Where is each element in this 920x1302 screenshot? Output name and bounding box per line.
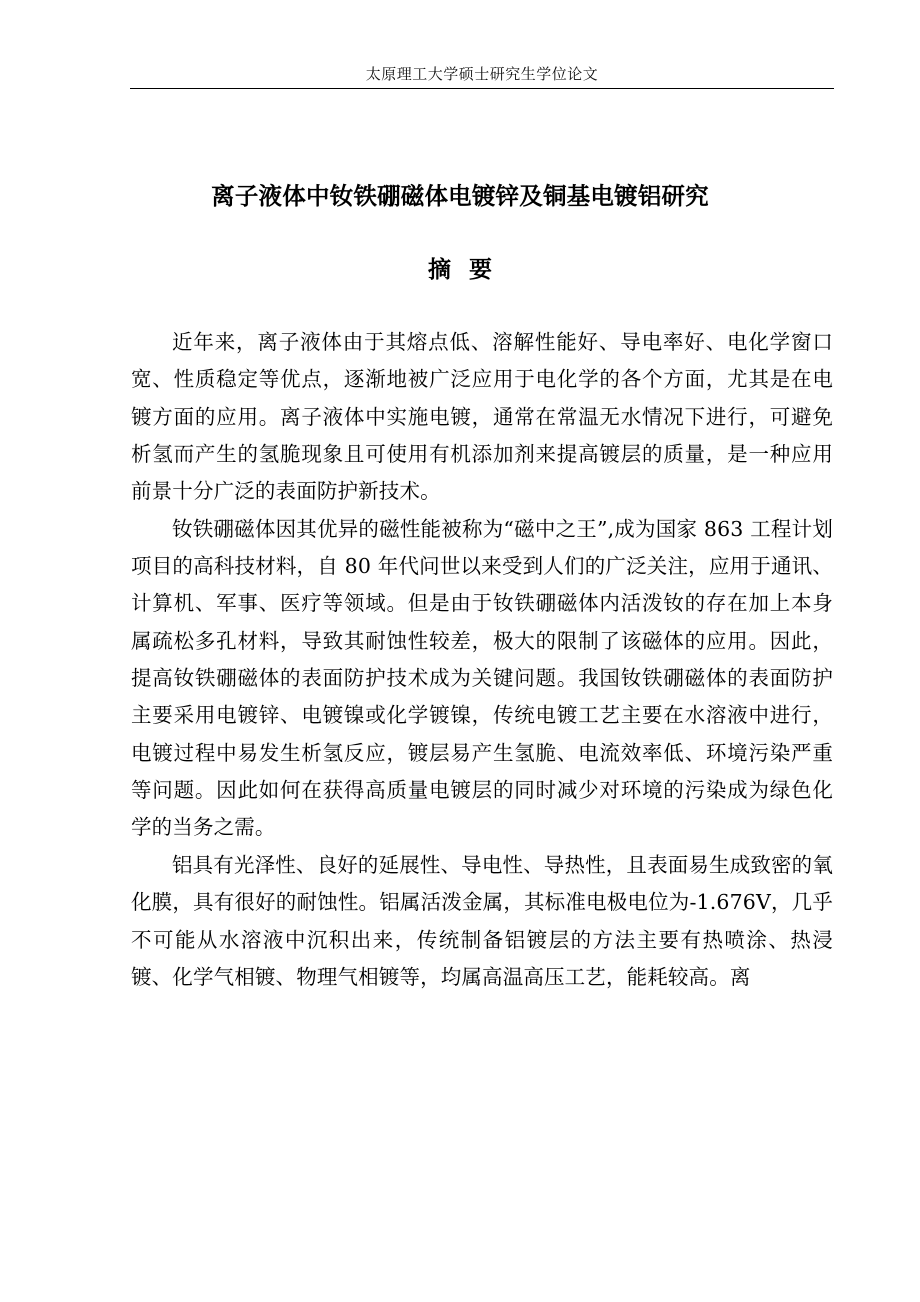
abstract-paragraph-3: 铝具有光泽性、良好的延展性、导电性、导热性，且表面易生成致密的氧化膜，具有很好的耐蚀性。铝属活泼金属，其标准电极电位为-1.676V，几乎不可能从水溶液中沉积出来，传统制备铝镀层的方法主要有热喷涂、热浸镀、化学气相镀、物理气相镀等，均属高温高压工艺，能耗较高。离 [131, 852, 833, 989]
abstract-paragraph-2: 钕铁硼磁体因其优异的磁性能被称为“磁中之王”,成为国家 863 工程计划项目的高科技材料，自 80 年代问世以来受到人们的广泛关注，应用于通讯、计算机、军事、医疗等领域。但是由于钕铁硼磁体内活泼钕的存在加上本身属疏松多孔材料，导致其耐蚀性较差，极大的限制了该磁体的应用。因此，提高钕铁硼磁体的表面防护技术成为关键问题。我国钕铁硼磁体的表面防护主要采用电镀锌、电镀镍或化学镀镍，传统电镀工艺主要在水溶液中进行，电镀过程中易发生析氢反应，镀层易产生氢脆、电流效率低、环境污染严重等问题。因此如何在获得高质量电镀层的同时减少对环境的污染成为绿色化学的当务之需。 [131, 516, 833, 840]
header-divider [130, 88, 834, 89]
abstract-heading: 摘要 [428, 257, 510, 283]
abstract-body [131, 324, 833, 996]
thesis-title: 离子液体中钕铁硼磁体电镀锌及铜基电镀铝研究 [211, 182, 709, 210]
abstract-paragraph-1: 近年来，离子液体由于其熔点低、溶解性能好、导电率好、电化学窗口宽、性质稳定等优点，逐渐地被广泛应用于电化学的各个方面，尤其是在电镀方面的应用。离子液体中实施电镀，通常在常温无水情况下进行，可避免析氢而产生的氢脆现象且可使用有机添加剂来提高镀层的质量，是一种应用前景十分广泛的表面防护新技术。 [131, 330, 833, 504]
running-header: 太原理工大学硕士研究生学位论文 [365, 65, 599, 83]
